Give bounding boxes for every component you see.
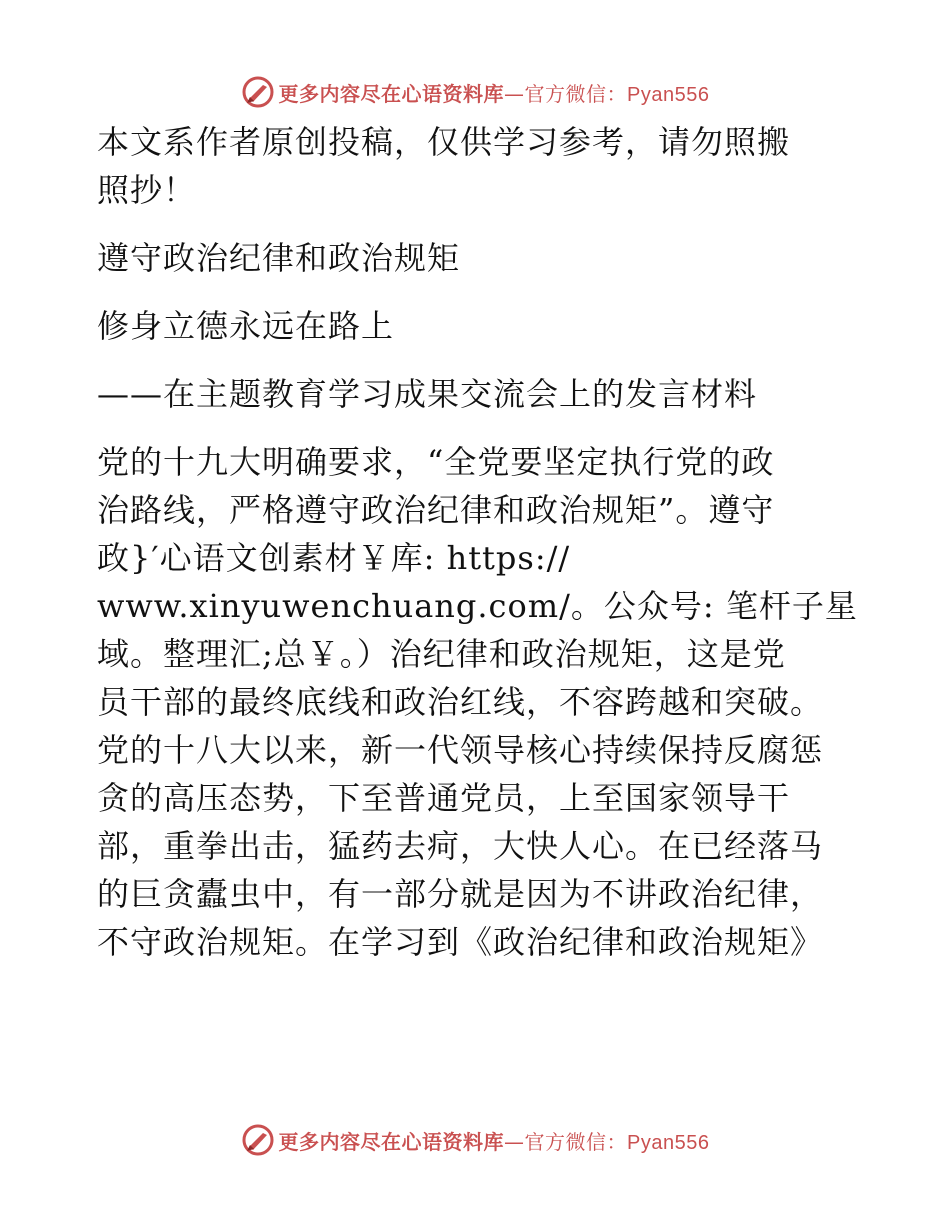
- paragraph-line: 部，重拳出击，猛药去疴，大快人心。在已经落马: [97, 827, 824, 865]
- document-body: [97, 118, 858, 966]
- subheading-line: ——在主题教育学习成果交流会上的发言材料: [97, 375, 758, 413]
- paragraph-line: 政}′心语文创素材￥库: https://: [97, 539, 571, 577]
- paragraph-line: 党的十九大明确要求，“全党要坚定执行党的政: [97, 443, 775, 481]
- paragraph-line: 的巨贪蠹虫中，有一部分就是因为不讲政治纪律，: [97, 875, 824, 913]
- footer-banner: [0, 1120, 950, 1160]
- header-wechat-label: 官方微信：: [524, 81, 628, 106]
- footer-text: [279, 1126, 710, 1155]
- paragraph-line: 贪的高压态势，下至普通党员，上至国家领导干: [97, 779, 791, 817]
- title-line: 遵守政治纪律和政治规矩: [97, 239, 461, 277]
- footer-separator: —: [504, 1129, 525, 1154]
- paragraph-line: 照抄！: [97, 171, 197, 209]
- footer-wechat-id: Pyan556: [627, 1131, 710, 1154]
- header-separator: —: [504, 81, 525, 106]
- paragraph-line: 员干部的最终底线和政治红线，不容跨越和突破。: [97, 683, 824, 721]
- paragraph-line: 治路线，严格遵守政治纪律和政治规矩”。遵守: [97, 491, 775, 529]
- paragraph-line: 本文系作者原创投稿，仅供学习参考，请勿照搬: [97, 123, 791, 161]
- subtitle-line: 修身立德永远在路上: [97, 307, 395, 345]
- pen-logo-icon: [241, 75, 275, 109]
- pen-logo-icon: [241, 1123, 275, 1157]
- paragraph-line: 党的十八大以来，新一代领导核心持续保持反腐惩: [97, 731, 824, 769]
- url-line: www.xinyuwenchuang.com/。公众号: 笔杆子星: [97, 587, 858, 625]
- header-wechat-id: Pyan556: [627, 83, 710, 106]
- header-banner: [0, 72, 950, 112]
- footer-main-text: 更多内容尽在心语资料库: [278, 1129, 505, 1154]
- header-text: [279, 78, 710, 107]
- footer-wechat-label: 官方微信：: [524, 1129, 628, 1154]
- paragraph-line: 不守政治规矩。在学习到《政治纪律和政治规矩》: [97, 923, 824, 961]
- header-main-text: 更多内容尽在心语资料库: [278, 81, 505, 106]
- paragraph-line: 域。整理汇;总￥。）治纪律和政治规矩，这是党: [97, 635, 786, 673]
